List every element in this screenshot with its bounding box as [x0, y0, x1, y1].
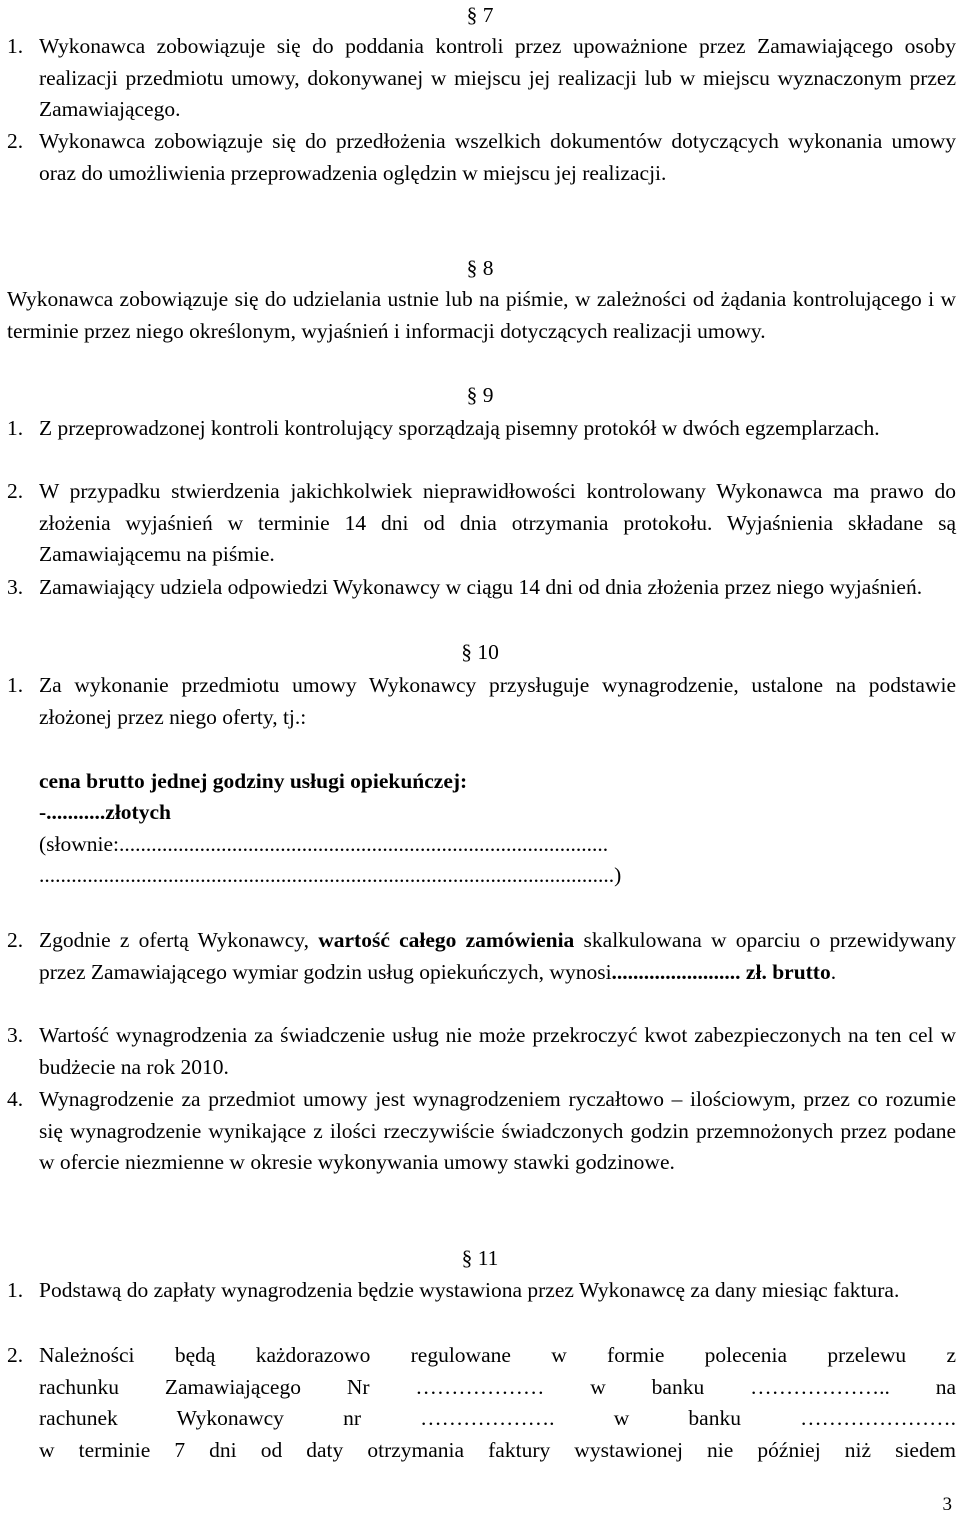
amount-in-words-line: ...........................................................................................................) — [39, 863, 622, 887]
list-item — [7, 572, 956, 604]
list-item — [7, 1340, 956, 1466]
list-item — [7, 1275, 956, 1307]
section-heading-11: § 11 — [461, 1246, 499, 1270]
list-item — [7, 31, 956, 126]
text-line: rachunek Wykonawcy nr ………………. w banku …………………. — [39, 1406, 956, 1430]
list-item — [7, 925, 956, 988]
list-item — [7, 1084, 956, 1179]
list-item — [7, 126, 956, 189]
item-number: 4. — [7, 1087, 24, 1111]
price-value: -...........złotych — [39, 800, 171, 824]
item-number: 2. — [7, 129, 24, 153]
paragraph-text: Wykonawca zobowiązuje się do udzielania ustnie lub na piśmie, w zależności od żądania kontrolującego i w terminie przez niego określonym, wyjaśnień i informacji dotyczących realizacji umowy. — [7, 287, 956, 343]
item-number: 3. — [7, 575, 24, 599]
paragraph-text — [39, 925, 956, 988]
item-number: 1. — [7, 1278, 24, 1302]
list-item — [7, 1020, 956, 1083]
paragraph-text: Zamawiający udziela odpowiedzi Wykonawcy w ciągu 14 dni od dnia złożenia przez niego wyjaśnień. — [39, 575, 923, 599]
text-run: Zgodnie z ofertą Wykonawcy, — [39, 928, 309, 952]
paragraph-text: Wykonawca zobowiązuje się do przedłożenia wszelkich dokumentów dotyczących wykonania umowy oraz do umożliwienia przeprowadzenia oględzin w miejscu jej realizacji. — [39, 129, 956, 185]
paragraph-text: Wykonawca zobowiązuje się do poddania kontroli przez upoważnione przez Zamawiającego osoby realizacji przedmiotu umowy, dokonywanej w miejscu jej realizacji lub w miejscu wyznaczonym przez Zamawiającego. — [39, 34, 956, 121]
paragraph-text: Podstawą do zapłaty wynagrodzenia będzie wystawiona przez Wykonawcę za dany miesiąc faktura. — [39, 1278, 900, 1302]
text-line: Należności będą każdorazowo regulowane w formie polecenia przelewu z — [39, 1343, 956, 1367]
item-number: 1. — [7, 416, 24, 440]
amount-in-words-line: (słownie:........................................................................................... — [39, 832, 609, 856]
paragraph-text: W przypadku stwierdzenia jakichkolwiek nieprawidłowości kontrolowany Wykonawca ma prawo do złożenia wyjaśnień w terminie 14 dni od dnia otrzymania protokołu. Wyjaśnienia składane są Zamawiającemu na piśmie. — [39, 479, 956, 566]
section-heading-7: § 7 — [466, 3, 494, 27]
paragraph-text — [39, 1340, 956, 1466]
item-number: 1. — [7, 34, 24, 58]
text-line: rachunku Zamawiającego Nr ……………… w banku ……………….. na — [39, 1374, 956, 1399]
text-run: . — [830, 959, 837, 984]
item-number: 2. — [7, 1343, 24, 1367]
item-number: 2. — [7, 479, 24, 503]
list-item — [7, 476, 956, 571]
page-number: 3 — [942, 1494, 952, 1515]
text-line: w terminie 7 dni od daty otrzymania faktury wystawionej nie później niż siedem — [39, 1437, 956, 1462]
list-item — [7, 670, 956, 733]
bold-phrase: wartość całego zamówienia — [318, 928, 575, 952]
paragraph-text: Wartość wynagrodzenia za świadczenie usług nie może przekroczyć kwot zabezpieczonych na ten cel w budżecie na rok 2010. — [39, 1023, 956, 1079]
item-number: 3. — [7, 1023, 24, 1047]
list-item — [7, 413, 956, 445]
paragraph-text: Wynagrodzenie za przedmiot umowy jest wynagrodzeniem ryczałtowo – ilościowym, przez co rozumie się wynagrodzenie wynikające z ilości rzeczywiście świadczonych godzin przemnożonych przez podane w ofercie niezmienne w okresie wykonywania umowy stawki godzinowe. — [39, 1087, 956, 1174]
text-run: skalkulowana w oparciu o przewidywany przez Zamawiającego wymiar godzin usług opiekuńczych, wynosi — [39, 928, 957, 984]
amount-placeholder: ........................ zł. brutto — [611, 959, 831, 984]
section-heading-10: § 10 — [461, 640, 499, 664]
item-number: 2. — [7, 928, 24, 952]
paragraph-text: Z przeprowadzonej kontroli kontrolujący sporządzają pisemny protokół w dwóch egzemplarzach. — [39, 416, 880, 440]
section-heading-9: § 9 — [466, 383, 494, 407]
price-label: cena brutto jednej godziny usługi opiekuńczej: — [39, 769, 468, 793]
paragraph-text: Za wykonanie przedmiotu umowy Wykonawcy przysługuje wynagrodzenie, ustalone na podstawie złożonej przez niego oferty, tj.: — [39, 673, 956, 729]
section-heading-8: § 8 — [466, 256, 494, 280]
item-number: 1. — [7, 673, 24, 697]
